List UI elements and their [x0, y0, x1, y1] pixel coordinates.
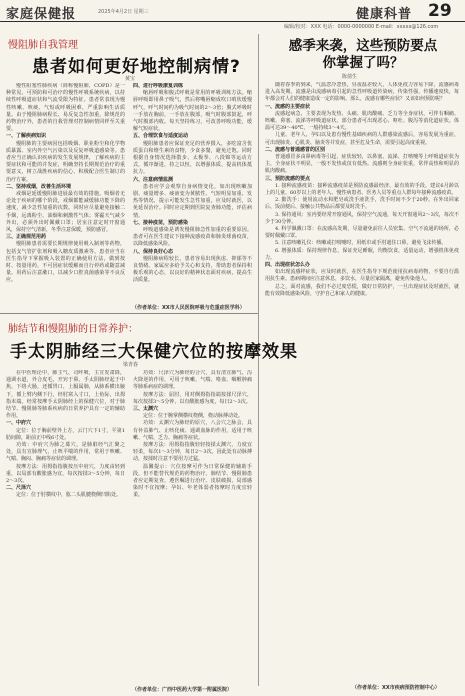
- subheading: 六、注意病情监测: [133, 176, 174, 183]
- paragraph: 按摩方法：屈肘，用对侧拇指指端按揉尺泽穴，每次按揉3～5分钟，以有酸胀感为度，每日2～3次。: [133, 391, 252, 405]
- page-header: [0, 0, 465, 22]
- paragraph: 慢阻肺患者需要长期规律使用吸入制剂等药物，包括支气管扩张剂和吸入糖皮质激素等。患者应当在医生指导下掌握吸入装置的正确使用方法，做到按时、按量用药，不可因症状缓解而自行停药或随意减量。用药后注意漱口，以减少口腔真菌感染等不良反应。: [6, 241, 125, 284]
- subheading: 八、保持良好心态: [133, 248, 174, 255]
- paragraph: 慢阻肺患者应保证充足的营养摄入，多吃富含优质蛋白和维生素的食物，少食多餐，避免过饱。同时根据自身情况选择散步、太极拳、八段锦等运动方式，循序渐进，持之以恒，以增强体质、提高机体抵抗力。: [133, 140, 252, 176]
- subheading: 一、流感的主要症状: [265, 103, 311, 110]
- headline: 手太阴肺经三大保健穴位的按摩效果: [10, 342, 298, 362]
- headline: [268, 38, 458, 72]
- subheading: 四、进行呼吸康复训练: [133, 83, 184, 89]
- paragraph: 呼吸道感染是诱发慢阻肺急性加重的重要原因。患者可在医生建议下接种流感疫苗和肺炎球菌疫苗，以降低感染风险。: [133, 227, 252, 248]
- paragraph: 慢阻肺病程较长，患者容易出现焦虑、抑郁等不良情绪。家属应多给予关心和支持，帮助患者保持积极乐观的心态，以良好的精神状态面对疾病，提高生活质量。: [133, 255, 252, 284]
- byline: 陈倩生: [342, 74, 358, 80]
- paragraph: 总之，面对流感，我们不必过度恐慌，做好日常防护，一旦出现症状及时就医，就能有效降低感染风险，守护自己和家人的健康。: [265, 283, 459, 297]
- headline-line-2: 你掌握了吗？: [322, 55, 404, 71]
- issue-date: 2025年4月2日 星期三: [98, 9, 149, 15]
- paragraph: 患者应学会观察自身病情变化，如出现咳嗽加剧、痰量增多、痰液变为黄脓性、气短明显加重、发热等情况，提示可能发生急性加重，应及时就医，以免延误治疗。同时应定期到医院复查肺功能，评估病情。: [133, 183, 252, 219]
- paragraph: 按摩方法：用拇指指腹轻轻按揉太渊穴，力度宜轻柔，每次1～3分钟，每日2～3次。因此处有动脉搏动，按揉时注意不要用力过猛。: [133, 442, 252, 463]
- subheading: 四、出现症状怎么办: [265, 262, 311, 269]
- paragraph: 温馨提示：穴位按摩可作为日常保健的辅助手段，但不能替代规范的药物治疗。肺结节、慢阻肺患者应定期复查，遵医嘱进行治疗。皮肤破损、局部感染时不宜按摩；孕妇、年老体弱者按摩时力度宜轻柔。: [133, 463, 252, 499]
- paragraph: 定位：位于腕掌侧横纹桡侧，桡动脉搏动处。: [143, 413, 244, 420]
- paragraph: 定位：位于胸前壁外上方，云门穴下1寸，平第1肋间隙，距前正中线6寸处。: [6, 427, 125, 441]
- subheading: 一、中府穴: [6, 420, 32, 427]
- paragraph: 儿童、老年人、孕妇以及患有慢性基础疾病的人群感染流感后，容易发展为重症，可出现肺炎、心肌炎、脑炎等并发症，甚至危及生命，需要引起高度重视。: [265, 132, 459, 146]
- paragraph: 1. 接种流感疫苗：接种流感疫苗是预防流感最经济、最有效的手段。建议6月龄以上的儿童、60岁以上的老年人、慢性病患者、医务人员等重点人群每年接种流感疫苗。: [265, 182, 459, 197]
- paragraph: 在中医理论中，肺主气、司呼吸，主宣发肃降，通调水道，外合皮毛，开窍于鼻。手太阴肺经起于中焦，下络大肠，还循胃口，上膈属肺，从肺系横出腋下，循上臂内侧下行，经肘窝入寸口，上鱼际，出拇指末端。经常按摩手太阴肺经上的保健穴位，对于肺结节、慢阻肺等肺系疾病的日常养护具有一定的辅助作用。: [6, 370, 125, 420]
- paragraph: 功效：尺泽穴为肺经的合穴，具有清宣肺气、泻火降逆的作用，可用于咳嗽、气喘、咯血、咽喉肿痛等肺系病症的调理。: [133, 370, 252, 391]
- paragraph: 戒烟是延缓慢阻肺进展最有效的措施。吸烟者无论处于疾病的哪个阶段，戒烟都能减缓肺功能下降的速度，减少急性加重的次数。同时应尽量避免接触二手烟，远离粉尘、油烟和刺激性气体；雾霾天气减少外出，必须外出时佩戴口罩；居室注意定时开窗通风，保持空气清新，冬季注意保暖，预防感冒。: [6, 191, 125, 234]
- article-source: （作者单位：XX市人民医院呼吸与危重症医学科）: [132, 305, 245, 311]
- paragraph: 慢性阻塞性肺疾病（简称慢阻肺，COPD）是一种常见、可预防和可治疗的慢性呼吸系统疾病，以持续性呼吸道症状和气流受限为特征。患者常表现为慢性咳嗽、咳痰、气短或呼吸困难，严重影响生活质量。由于慢阻肺病程长、易反复急性加重，除规范的药物治疗外，患者的自我管理对控制病情同样至关重要。: [6, 83, 125, 133]
- paragraph: 功效：太渊穴为肺经的原穴，八会穴之脉会，具有补益肺气、止咳化痰、通调血脉的作用，适用于咳嗽、气喘、乏力、胸痛等症状。: [133, 420, 252, 441]
- paragraph: 慢阻肺的主要病因包括吸烟、职业粉尘和化学物质暴露、室内外空气污染以及反复呼吸道感染等。患者应当正确认识疾病的发生发展规律，了解疾病的主要症状和可能的并发症，明确坚持长期规范治疗的重要意义，树立战胜疾病的信心，积极配合医生制订的治疗方案。: [6, 140, 125, 183]
- section-title: 健康科普: [356, 7, 413, 22]
- paragraph: 定位：位于肘横纹中，肱二头肌腱桡侧凹陷处。: [16, 492, 122, 499]
- subheading: 三、太渊穴: [133, 406, 159, 413]
- section-label: 慢阻肺自我管理: [8, 40, 78, 51]
- section-label: 肺结节和慢阻肺的日常养护：: [8, 324, 138, 335]
- paragraph: 如出现流感样症状，应及时就医，在医生指导下规范使用抗病毒药物，不要自行滥用抗生素。患病期间应注意休息，多饮水，尽量居家隔离，避免传染他人。: [265, 269, 459, 283]
- article-separator: [0, 313, 258, 314]
- byline: 梁青春: [123, 362, 139, 368]
- paragraph: 功效：中府穴为肺之募穴，是肺脏经气汇聚之处，具有宣肺理气、止咳平喘的作用，常用于咳嗽、气喘、胸闷、胸痛等症状的调理。: [6, 442, 125, 463]
- article-source: （作者单位：XX市疾病预防控制中心）: [352, 685, 440, 691]
- subheading: 二、流感与普通感冒的区别: [265, 146, 326, 153]
- headline: 患者如何更好地控制病情?: [32, 57, 241, 77]
- paragraph: 2. 勤洗手：使用流动水和肥皂或洗手液洗手，洗手时间不少于20秒。在外出回家后、饭前便后、接触公共物品后都要及时洗手。: [265, 197, 459, 211]
- editor-line: [0, 22, 465, 33]
- subheading: 二、尺泽穴: [6, 485, 32, 492]
- paragraph: 缩唇呼吸和腹式呼吸是常用的呼吸训练方法。缩唇呼吸即用鼻子吸气，然后将嘴唇缩成吹口哨状缓慢呼气，呼气时间约为吸气时间的2～3倍；腹式呼吸时一手放在胸前，一手放在腹部，吸气时腹部鼓起，呼气时腹部内收。每天坚持练习，可改善呼吸功能，缓解气短症状。: [133, 90, 252, 133]
- article-body: [265, 82, 459, 678]
- paragraph: 流感起病急，主要表现为发热、头痛、肌肉酸痛、乏力等全身症状，可伴有咽痛、咳嗽、鼻塞、流涕等呼吸道症状。部分患者可出现恶心、呕吐、腹泻等消化道症状。体温可达39～40℃，一般持续3～4天。: [265, 110, 459, 132]
- subheading: 二、坚持戒烟，改善生活环境: [6, 183, 72, 190]
- paragraph: 5. 注意咳嗽礼仪：咳嗽或打喷嚏时，用纸巾或手肘遮住口鼻，避免飞沫传播。: [275, 240, 447, 247]
- paragraph: 4. 科学佩戴口罩：在流感高发期，尽量避免前往人员密集、空气不流通的场所，必要时佩戴口罩。: [265, 226, 459, 240]
- subheading: 三、预防流感的要点: [265, 175, 311, 182]
- paragraph: 6. 增强体质：保持规律作息，保证充足睡眠，均衡饮食，适量运动，增强机体免疫力。: [265, 247, 459, 261]
- subheading: 七、接种疫苗，预防感染: [133, 219, 189, 226]
- newspaper-title: 家庭保健报: [6, 7, 77, 22]
- paragraph: 普通感冒多由鼻病毒等引起，症状较轻，以鼻塞、流涕、打喷嚏等上呼吸道症状为主，全身症状不明显，一般不发热或仅有低热。流感则全身症状重，常伴高热和明显的肌肉酸痛。: [265, 154, 459, 175]
- page-number: 29: [428, 1, 452, 21]
- subheading: 一、了解疾病知识: [6, 133, 47, 140]
- paragraph: 3. 保持通风：室内要经常开窗通风，保持空气流通，每天开窗通风2～3次，每次不少于30分钟。: [265, 211, 459, 225]
- article-source: （作者单位：广西中医药大学第一附属医院）: [132, 687, 233, 693]
- subheading: 三、正确规范用药: [6, 234, 47, 241]
- editor-info: 编辑/校对：XXX 电话：0000-0000000 E-mail：xxxxx@126.com: [284, 24, 439, 30]
- byline: 黄宝: [125, 76, 136, 82]
- article-body: [6, 83, 252, 301]
- subheading: 五、合理饮食与适度运动: [133, 133, 189, 140]
- headline-line-1: 感季来袭，这些预防要点: [288, 38, 438, 54]
- paragraph: 按摩方法：用拇指指腹按压中府穴，力度由轻到重，以局部有酸胀感为宜，每次按揉3～5分钟，每日2～3次。: [6, 463, 125, 485]
- paragraph: 随着春季的到来，气温忽冷忽热，昼夜温差较大，人体免疫力容易下降，流感病毒进入高发期。流感是由流感病毒引起的急性呼吸道传染病，传染性强，传播速度快，每年都会对人们的健康造成一定的影响。那么，流感有哪些症状？又该如何预防呢？: [265, 82, 459, 103]
- article-body: [6, 370, 252, 684]
